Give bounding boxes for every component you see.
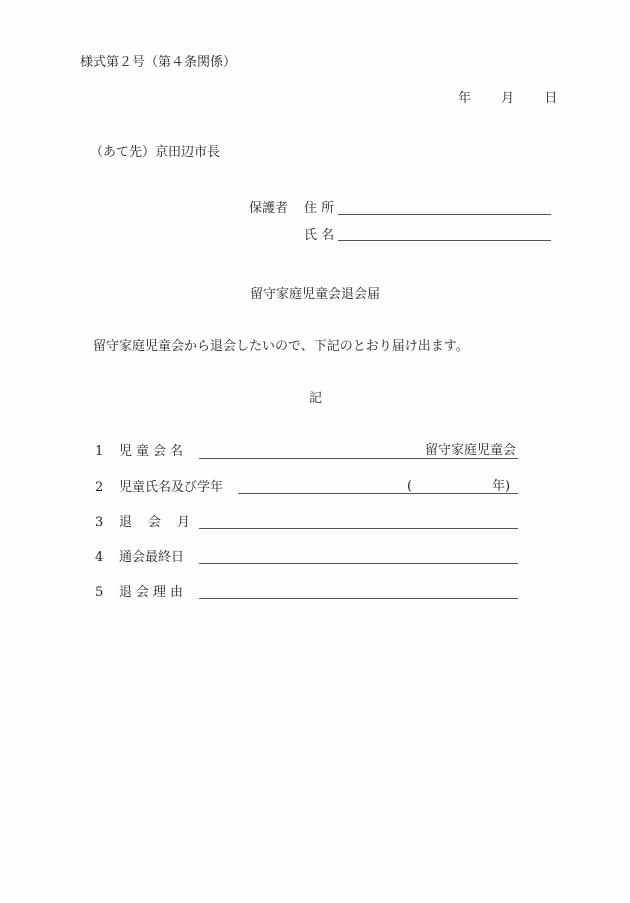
- item-2-grade-suffix: 年): [492, 479, 511, 494]
- item-3-number: 3: [95, 515, 104, 530]
- date-line: [458, 91, 557, 107]
- guardian-name-field[interactable]: [338, 240, 551, 241]
- item-2-number: 2: [95, 480, 104, 495]
- item-1-label: 児童会名: [119, 444, 188, 459]
- date-day: 日: [544, 91, 558, 106]
- ki-heading: 記: [309, 391, 323, 406]
- date-month: 月: [501, 91, 515, 106]
- form-number: 様式第２号（第４条関係）: [80, 55, 237, 70]
- item-5-field[interactable]: [199, 598, 518, 599]
- guardian-address-label: 住 所: [304, 201, 335, 216]
- item-4-field[interactable]: [199, 563, 518, 564]
- item-4-number: 4: [95, 550, 104, 565]
- item-2-label: 児童氏名及び学年: [119, 480, 224, 495]
- item-5-number: 5: [95, 585, 104, 600]
- item-1-suffix: 留守家庭児童会: [425, 443, 517, 458]
- guardian-name-label: 氏 名: [304, 228, 335, 243]
- item-5-label: 退会理由: [119, 585, 188, 600]
- guardian-address-field[interactable]: [338, 214, 551, 215]
- body-text: 留守家庭児童会から退会したいので、下記のとおり届け出ます。: [93, 339, 469, 354]
- document-title: 留守家庭児童会退会届: [250, 287, 381, 302]
- item-1-number: 1: [95, 444, 104, 459]
- guardian-label: 保護者: [249, 201, 289, 216]
- item-4-label: 通会最終日: [119, 550, 185, 565]
- item-3-label: 退会月: [119, 515, 207, 530]
- item-2-paren-open: (: [407, 479, 413, 494]
- addressee: （あて先）京田辺市長: [90, 145, 221, 160]
- item-3-field[interactable]: [199, 528, 518, 529]
- date-year: 年: [458, 91, 472, 106]
- item-2-field[interactable]: [238, 493, 518, 494]
